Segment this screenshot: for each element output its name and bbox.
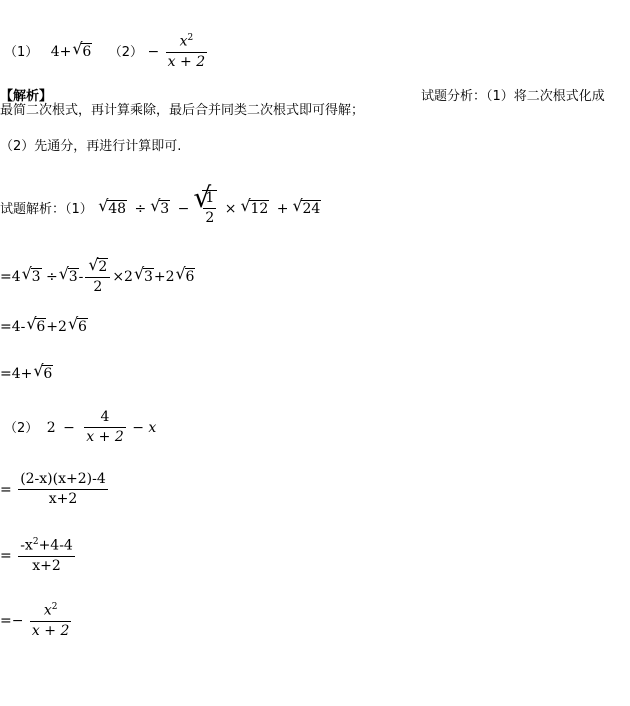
sqrt-24: √ 24 <box>292 200 321 217</box>
analysis-intro-line2: 最简二次根式，再计算乘除，最后合并同类二次根式即可得解； <box>0 103 365 118</box>
solution-step5: = $\frac{(2-x)(x+2)-4}{x+2}$ <box>0 471 106 508</box>
analysis-intro-line3: （2）先通分，再进行计算即可. <box>0 139 182 154</box>
sqrt-12: √ 12 <box>240 200 269 217</box>
solution-part2: （2） 2 − $\frac{4}{x + 2}$ − x <box>4 409 157 446</box>
minus-sign: − <box>147 44 160 61</box>
sqrt-one-half: √ $\frac{1}{2}$ <box>193 190 217 227</box>
part2-label: （2） <box>108 45 144 61</box>
analysis-intro-right: 试题分析：（1）将二次根式化成 <box>421 89 605 104</box>
answer-line <box>4 34 209 70</box>
sqrt-3: √ 3 <box>150 200 170 217</box>
solution-step1: =4√ 3 ÷√ 3- √ $\frac{2}{2}$ ×2√ 3+2√ 6 <box>0 258 195 296</box>
solution-line1: 试题解析：（1） √ 48 ÷√ 3 − √ $\frac{1}{2}$ ×√ 12 +√ 24 <box>0 190 321 227</box>
part1-prefix: 4+ <box>50 44 72 61</box>
solution-step7: =− $\frac{x^2}{x + 2}$ <box>0 602 70 640</box>
solution-step6: = $\frac{-x^2+4-4}{x+2}$ <box>0 537 73 575</box>
sqrt-48: √ 48 <box>98 200 127 217</box>
solution-step2: =4-√ 6+2√ 6 <box>0 318 88 335</box>
solution-label: 试题解析：（1） <box>0 201 93 217</box>
answer-fraction: $\frac{x^2}{x + 2}$ <box>167 33 206 71</box>
sqrt-6: √ 6 <box>72 43 92 60</box>
solution-step3: =4+√ 6 <box>0 365 53 382</box>
analysis-header: 【解析】 <box>0 89 53 104</box>
part1-label: （1） <box>4 45 39 61</box>
